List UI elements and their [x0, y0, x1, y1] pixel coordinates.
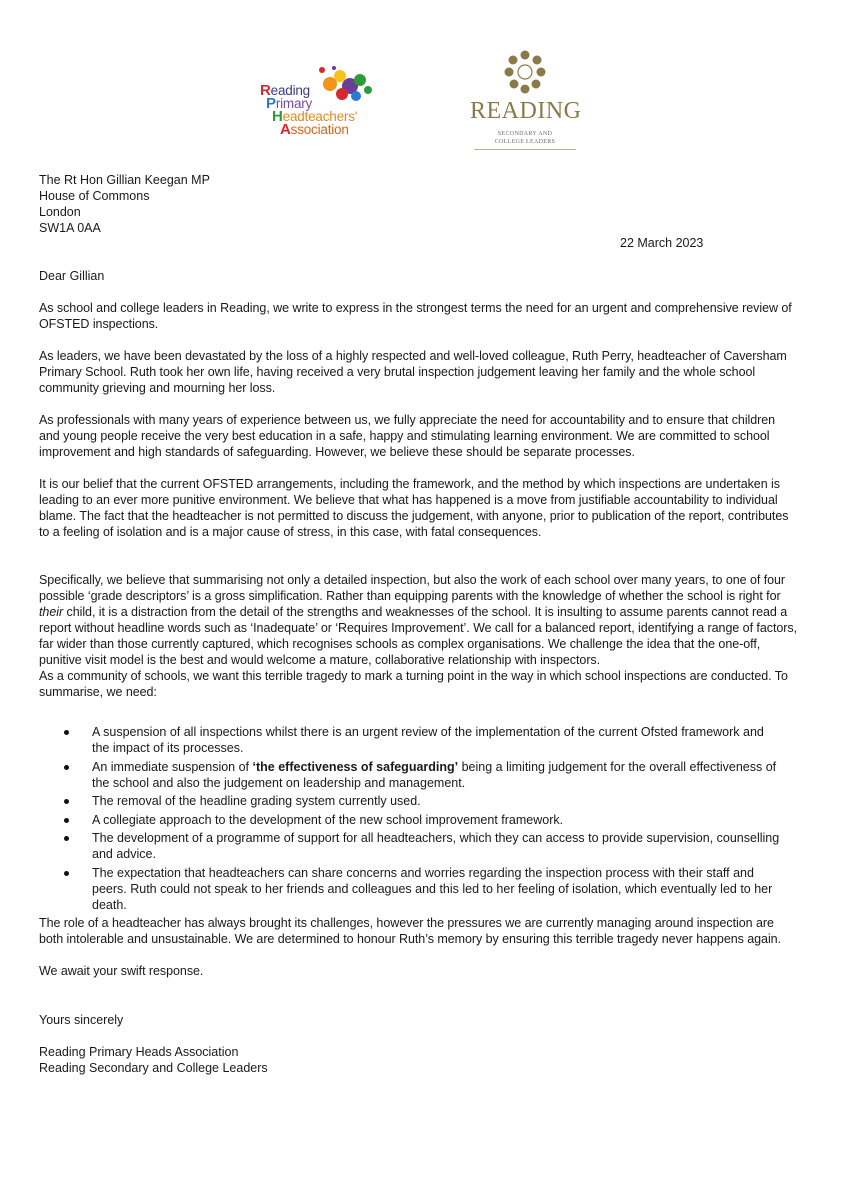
recipient-line-4: SW1A 0AA — [39, 221, 101, 235]
signatory-1: Reading Primary Heads Association — [39, 1045, 239, 1059]
bullet-icon — [64, 836, 69, 841]
rpha-line-1: Reading — [260, 82, 310, 99]
list-item: The removal of the headline grading system currently used. — [64, 793, 784, 809]
list-item: An immediate suspension of ‘the effectiveness of safeguarding’ being a limiting judgement for the overall effectiveness of the school and also the judgement on leadership and management. — [64, 759, 784, 791]
rpha-line-3: Headteachers' — [272, 108, 358, 125]
paragraph-5: Specifically, we believe that summarising not only a detailed inspection, but also the work of each school over many years, to one of four possible ‘grade descriptors’ is a gross simplification. Rather than equipping parents with the knowledge of whether the school is right for their child, it is a distraction from the detail of the strengths and weaknesses of the school. It is insulting to assume parents cannot read a report without headline words such as ‘Inadequate’ or ‘Requires Improvement’. We call for a balanced report, identifying a range of factors, far wider than those currently captured, which recognises schools as complex organisations. We challenge the idea that the one-off, punitive visit model is the best and would welcome a mature, collaborative relationship with inspectors. — [39, 573, 797, 667]
paragraph-7: The role of a headteacher has always brought its challenges, however the pressures we are currently managing around inspection are both intolerable and unsustainable. We are determined to honour Ruth’s memory by ensuring this terrible tragedy never happens again. — [39, 916, 782, 946]
rpha-logo — [258, 64, 376, 142]
recipient-line-2: House of Commons — [39, 189, 150, 203]
recipient-address — [39, 172, 210, 236]
list-item: The expectation that headteachers can share concerns and worries regarding the inspection process with their staff and peers. Ruth could not speak to her friends and colleagues and this led to her feeling of isolation, which eventually led to her death. — [64, 865, 784, 913]
recipient-line-3: London — [39, 205, 81, 219]
salutation: Dear Gillian — [39, 269, 105, 283]
bullet-icon — [64, 871, 69, 876]
list-item: A collegiate approach to the development of the new school improvement framework. — [64, 812, 784, 828]
reading-emblem-icon — [498, 50, 552, 98]
rpha-line-4: Association — [280, 121, 349, 138]
paragraph-3: As professionals with many years of experience between us, we fully appreciate the need for accountability and to ensure that children and young people receive the very best education in a safe, happy and stimulating learning environment. We are committed to school improvement and high standards of safeguarding. However, we believe these should be separate processes. — [39, 413, 776, 459]
recipient-line-1: The Rt Hon Gillian Keegan MP — [39, 173, 210, 187]
paragraph-2: As leaders, we have been devastated by the loss of a highly respected and well-loved colleague, Ruth Perry, headteacher of Caversham Primary School. Ruth took her own life, having received a very brutal inspection judgement leaving her family and the whole school community grieving and mourning her loss. — [39, 349, 787, 395]
reading-logo — [470, 50, 580, 148]
bullet-icon — [64, 818, 69, 823]
letter-date: 22 March 2023 — [620, 236, 704, 250]
bullet-icon — [64, 799, 69, 804]
rpha-line-2: Primary — [266, 95, 313, 112]
signatory-2: Reading Secondary and College Leaders — [39, 1061, 268, 1075]
bullet-icon — [64, 730, 69, 735]
reading-logo-rule — [474, 149, 576, 150]
paragraph-1: As school and college leaders in Reading, we write to express in the strongest terms the need for an urgent and comprehensive review of OFSTED inspections. — [39, 301, 792, 331]
paragraph-4: It is our belief that the current OFSTED arrangements, including the framework, and the method by which inspections are undertaken is leading to an ever more punitive environment. We believe that what has happened is a move from justifiable accountability to individual blame. The fact that the headteacher is not permitted to discuss the judgement, with anyone, prior to publication of the report, contributes to a feeling of isolation and is a major cause of stress, in this case, with fatal consequences. — [39, 477, 789, 539]
list-item: The development of a programme of support for all headteachers, which they can access to provide supervision, counselling and advice. — [64, 830, 784, 862]
paragraph-6: As a community of schools, we want this terrible tragedy to mark a turning point in the way in which school inspections are conducted. To summarise, we need: — [39, 669, 788, 699]
list-item: A suspension of all inspections whilst there is an urgent review of the implementation of the current Ofsted framework and the impact of its processes. — [64, 724, 784, 756]
rpha-graphic-icon — [316, 64, 378, 110]
reading-logo-subtitle: SECONDARY AND COLLEGE LEADERS — [494, 131, 556, 145]
reading-logo-title: READING — [470, 98, 582, 124]
demands-list — [64, 724, 784, 915]
paragraph-8: We await your swift response. — [39, 964, 204, 978]
bullet-icon — [64, 765, 69, 770]
closing: Yours sincerely — [39, 1013, 124, 1027]
